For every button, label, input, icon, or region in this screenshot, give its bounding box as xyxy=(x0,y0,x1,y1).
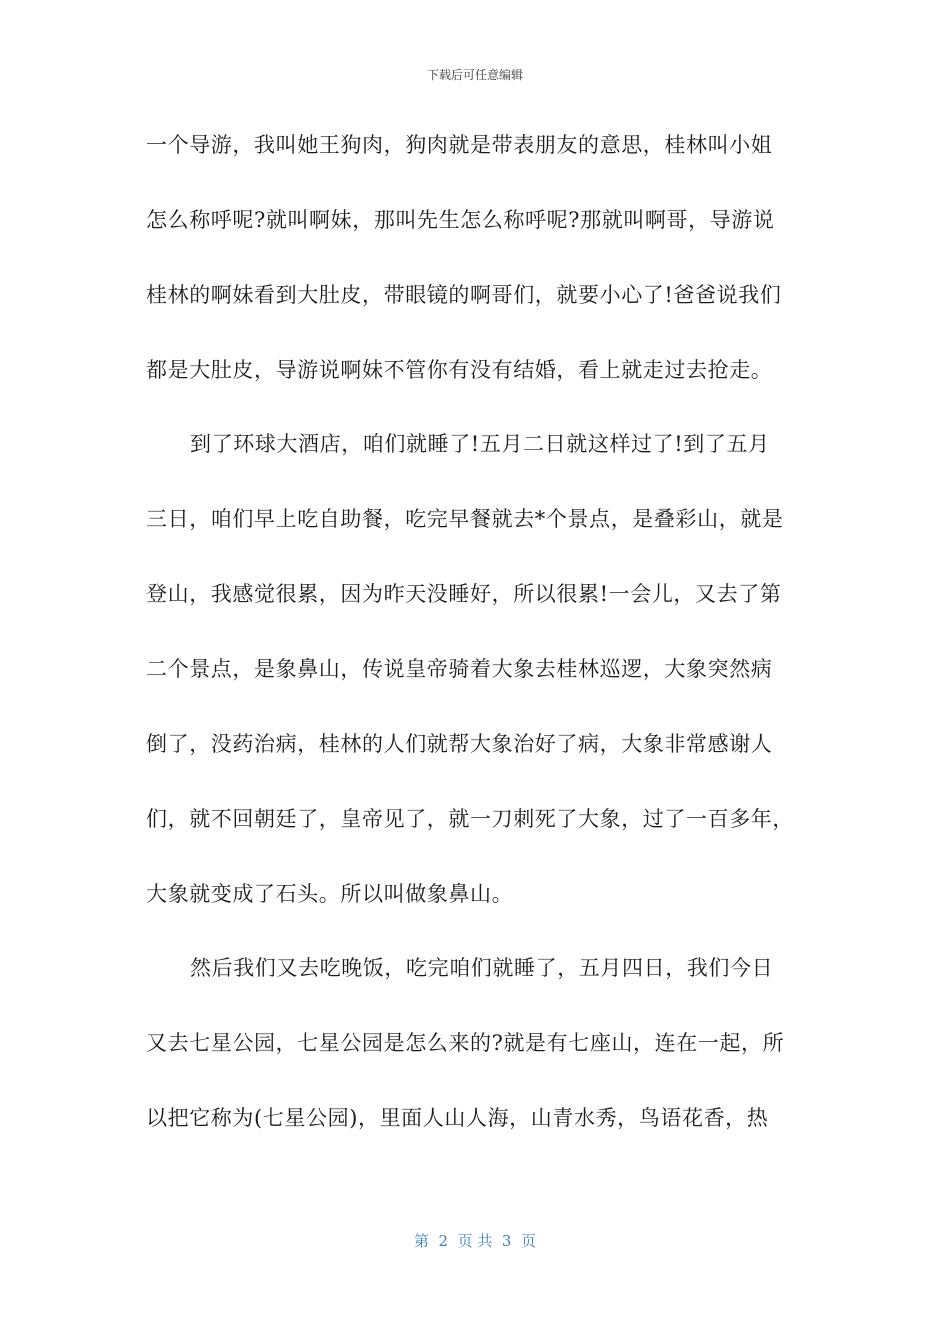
paragraph-first-line: 到了环球大酒店，咱们就睡了!五月二日就这样过了!到了五月 xyxy=(190,432,770,456)
text-line: 登山，我感觉很累，因为昨天没睡好，所以很累!一会儿，又去了第 xyxy=(146,582,782,606)
text-line: 桂林的啊妹看到大肚皮，带眼镜的啊哥们，就要小心了!爸爸说我们 xyxy=(146,283,782,307)
paragraph-first-line: 然后我们又去吃晚饭，吃完咱们就睡了，五月四日，我们今日 xyxy=(190,956,774,980)
text-line: 们，就不回朝廷了，皇帝见了，就一刀刺死了大象，过了一百多年， xyxy=(146,807,794,831)
text-line: 以把它称为(七星公园)，里面人山人海，山青水秀，鸟语花香，热 xyxy=(146,1106,769,1130)
text-line: 又去七星公园，七星公园是怎么来的?就是有七座山，连在一起，所 xyxy=(146,1031,785,1055)
text-line: 二个景点，是象鼻山，传说皇帝骑着大象去桂林巡逻，大象突然病 xyxy=(146,657,773,681)
text-line: 都是大肚皮，导游说啊妹不管你有没有结婚，看上就走过去抢走。 xyxy=(146,358,773,382)
page-number-footer: 第 2 页 共 3 页 xyxy=(414,1232,536,1250)
text-line: 怎么称呼呢?就叫啊妹，那叫先生怎么称呼呢?那就叫啊哥，导游说 xyxy=(146,208,775,232)
text-line: 大象就变成了石头。所以叫做象鼻山。 xyxy=(146,882,514,906)
text-line: 倒了，没药治病，桂林的人们就帮大象治好了病，大象非常感谢人 xyxy=(146,732,773,756)
page-header: 下载后可任意编辑 xyxy=(426,68,523,82)
text-line: 一个导游，我叫她王狗肉，狗肉就是带表朋友的意思，桂林叫小姐 xyxy=(146,133,773,157)
text-line: 三日，咱们早上吃自助餐，吃完早餐就去*个景点，是叠彩山，就是 xyxy=(146,507,784,531)
